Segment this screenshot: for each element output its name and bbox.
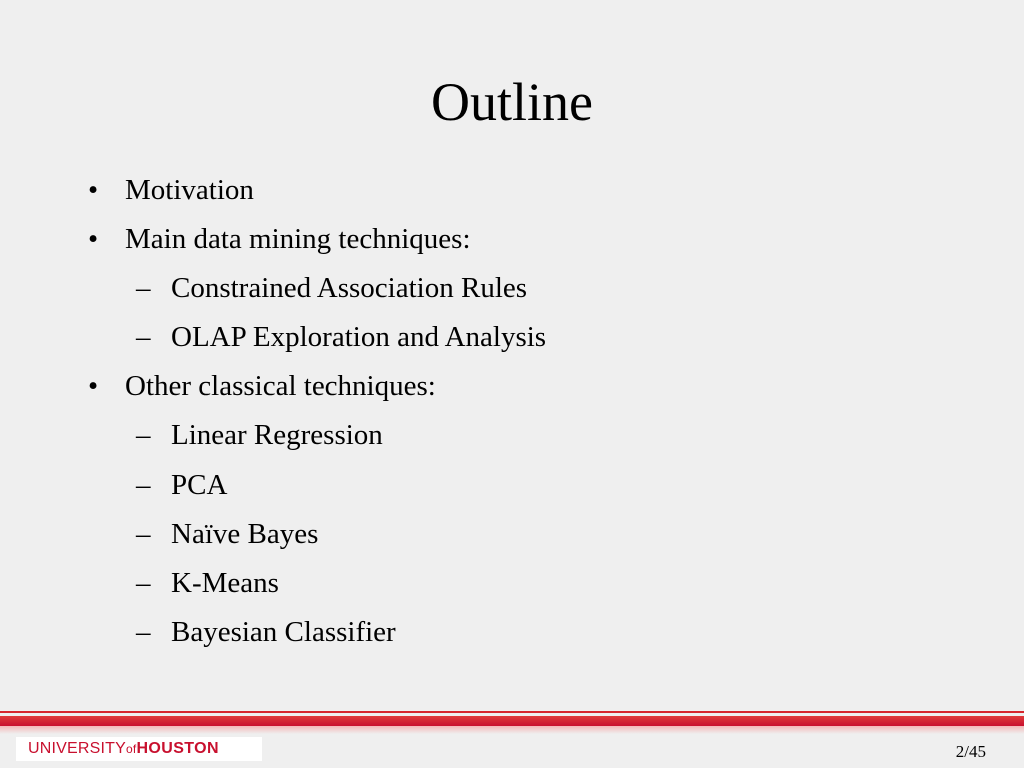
- sub-list-item: [0, 610, 1024, 659]
- footer-band-fade: [0, 726, 1024, 734]
- sub-list-item-text: Bayesian Classifier: [171, 615, 396, 648]
- page-number: 2/45: [955, 742, 986, 761]
- sub-list-item-text: OLAP Exploration and Analysis: [171, 321, 547, 354]
- footer-band-red: [0, 716, 1024, 726]
- slide-title: Outline: [431, 72, 593, 132]
- logo-of-text: of: [126, 742, 137, 756]
- list-item: [0, 168, 1024, 217]
- sub-list-item: [0, 315, 1024, 364]
- dash-marker: –: [136, 419, 151, 452]
- logo-houston-text: HOUSTON: [136, 740, 219, 757]
- dash-marker: –: [136, 321, 151, 354]
- university-logo: [28, 739, 219, 759]
- dash-marker: –: [136, 468, 151, 501]
- bullet-marker: •: [88, 223, 99, 256]
- sub-list-item-text: Constrained Association Rules: [171, 272, 528, 305]
- bullet-marker: •: [88, 174, 99, 206]
- outline-list: [0, 168, 1024, 659]
- list-item-text: Main data mining techniques:: [125, 223, 471, 256]
- sub-list-item-text: PCA: [171, 468, 228, 501]
- dash-marker: –: [136, 566, 151, 599]
- bullet-marker: •: [88, 370, 99, 403]
- list-item: [0, 364, 1024, 413]
- dash-marker: –: [136, 517, 151, 550]
- list-item-text: Motivation: [125, 174, 254, 206]
- list-item-text: Other classical techniques:: [125, 370, 436, 403]
- dash-marker: –: [136, 272, 151, 305]
- dash-marker: –: [136, 615, 151, 648]
- sub-list-item: [0, 266, 1024, 315]
- list-item: [0, 217, 1024, 266]
- sub-list-item: [0, 561, 1024, 610]
- sub-list-item: [0, 463, 1024, 512]
- sub-list-item-text: K-Means: [171, 566, 279, 599]
- footer-divider-thin: [0, 711, 1024, 713]
- sub-list-item: [0, 512, 1024, 561]
- sub-list-item: [0, 413, 1024, 462]
- sub-list-item-text: Linear Regression: [171, 419, 383, 452]
- logo-university-text: UNIVERSITY: [28, 740, 127, 757]
- sub-list-item-text: Naïve Bayes: [171, 517, 319, 550]
